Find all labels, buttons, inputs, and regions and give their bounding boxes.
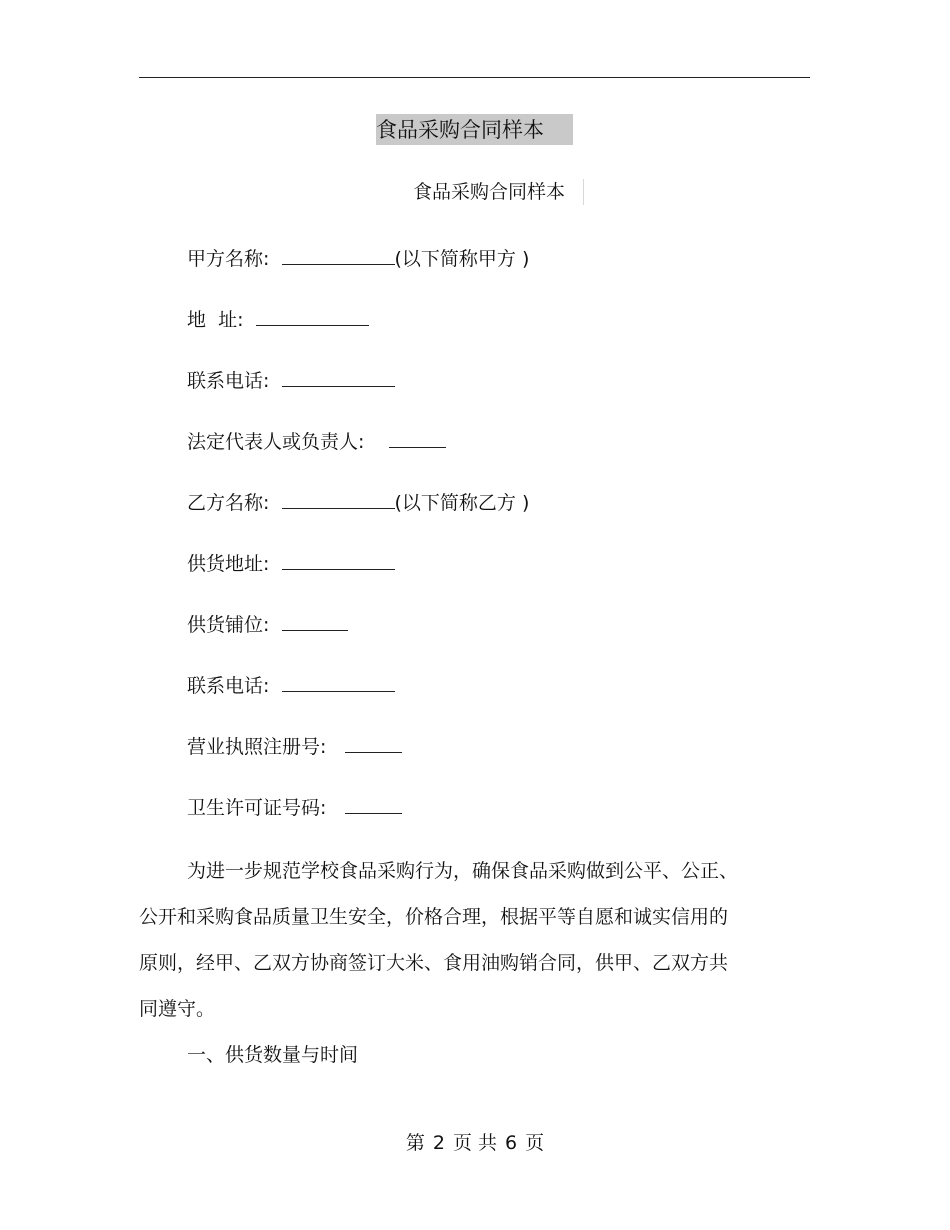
field-label: 乙方名称: — [187, 492, 270, 514]
page-footer — [0, 1131, 950, 1155]
footer-middle: 页 共 — [452, 1132, 498, 1154]
blank-line[interactable] — [282, 490, 395, 509]
paragraph-line: 公开和采购食品质量卫生安全，价格合理，根据平等自愿和诚实信用的 — [139, 906, 729, 928]
page-number: 2 — [432, 1132, 445, 1154]
blank-line[interactable] — [389, 429, 446, 448]
field-suffix: (以下简称乙方 ) — [394, 492, 530, 514]
field-label: 地 址: — [187, 309, 244, 331]
page-total: 6 — [505, 1132, 518, 1154]
blank-line[interactable] — [282, 673, 395, 692]
field-label: 卫生许可证号码: — [187, 797, 327, 819]
footer-suffix: 页 — [525, 1132, 545, 1154]
intro-paragraph — [139, 848, 779, 1032]
field-party-b-name — [187, 490, 529, 515]
field-supply-address — [187, 551, 395, 576]
field-label: 联系电话: — [187, 675, 270, 697]
field-label: 法定代表人或负责人: — [187, 431, 365, 453]
paragraph-line: 同遵守。 — [139, 998, 216, 1020]
field-phone-b — [187, 673, 395, 698]
blank-line[interactable] — [345, 795, 402, 814]
field-phone-a — [187, 368, 395, 393]
blank-line[interactable] — [282, 368, 395, 387]
header-rule — [139, 77, 810, 78]
field-address — [187, 307, 369, 332]
paragraph-line: 为进一步规范学校食品采购行为，确保食品采购做到公平、公正、 — [187, 860, 739, 882]
field-label: 联系电话: — [187, 370, 270, 392]
blank-line[interactable] — [256, 307, 369, 326]
blank-line[interactable] — [345, 734, 402, 753]
field-business-license — [187, 734, 402, 759]
field-suffix: (以下简称甲方 ) — [394, 248, 530, 270]
document-subtitle: 食品采购合同样本 — [413, 181, 566, 203]
field-supply-stall — [187, 612, 348, 637]
section-heading: 一、供货数量与时间 — [187, 1044, 359, 1066]
field-party-a-name — [187, 246, 529, 271]
blank-line[interactable] — [282, 246, 395, 265]
paragraph-line: 原则，经甲、乙双方协商签订大米、食用油购销合同，供甲、乙双方共 — [139, 952, 729, 974]
field-label: 供货地址: — [187, 553, 270, 575]
blank-line[interactable] — [282, 551, 395, 570]
field-legal-representative — [187, 429, 446, 454]
field-label: 营业执照注册号: — [187, 736, 327, 758]
blank-line[interactable] — [282, 612, 348, 631]
document-title: 食品采购合同样本 — [376, 118, 544, 142]
footer-prefix: 第 — [405, 1132, 425, 1154]
field-label: 甲方名称: — [187, 248, 270, 270]
field-label: 供货铺位: — [187, 614, 270, 636]
field-health-permit — [187, 795, 402, 820]
text-cursor-mark — [583, 179, 584, 205]
